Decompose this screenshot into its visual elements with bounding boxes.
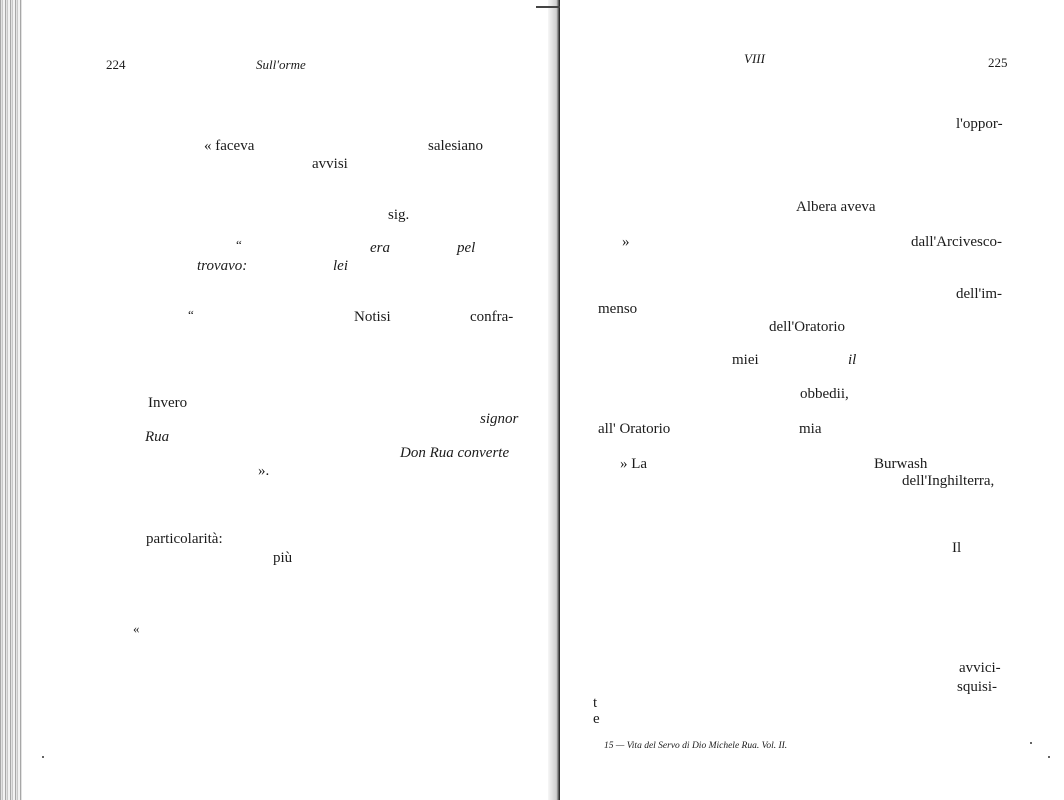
text-fragment: particolarità:	[146, 531, 223, 547]
page-number: 225	[988, 55, 1008, 70]
text-fragment: Rua	[145, 429, 170, 445]
text-fragment: salesiano	[428, 138, 483, 154]
scan-speck	[42, 756, 44, 758]
text-fragment: squisi-	[957, 679, 998, 695]
text-fragment: avvici-	[959, 660, 1001, 676]
scan-binding-edge	[0, 0, 22, 800]
text-fragment: t	[593, 695, 598, 711]
text-fragment: « faceva	[204, 138, 255, 154]
text-fragment: l'oppor-	[956, 116, 1003, 132]
text-fragment: miei	[732, 352, 759, 368]
text-fragment: dell'Inghilterra,	[902, 473, 995, 489]
text-fragment: dall'Arcivesco-	[911, 234, 1002, 250]
text-fragment: e	[593, 711, 600, 727]
text-fragment: “	[188, 307, 194, 322]
text-fragment: dell'im-	[956, 286, 1003, 302]
text-fragment: più	[273, 550, 293, 566]
text-fragment: menso	[598, 301, 638, 317]
running-head: Sull'orme	[256, 57, 306, 72]
text-fragment: lei	[333, 258, 348, 274]
text-fragment: era	[370, 240, 390, 256]
text-fragment: confra-	[470, 309, 514, 325]
text-fragment: »	[622, 234, 630, 250]
text-fragment: Invero	[148, 395, 188, 411]
text-fragment: dell'Oratorio	[769, 319, 846, 335]
text-fragment: mia	[799, 421, 822, 437]
text-fragment: pel	[457, 240, 476, 256]
text-fragment: avvisi	[312, 156, 348, 172]
text-fragment: Albera aveva	[796, 199, 876, 215]
scan-speck	[1030, 742, 1032, 744]
text-fragment: Burwash	[874, 456, 928, 472]
text-fragment: signor	[480, 411, 519, 427]
text-fragment: » La	[620, 456, 648, 472]
page-number: 224	[106, 57, 126, 72]
text-fragment: il	[848, 352, 857, 368]
running-head: VIII	[744, 51, 765, 66]
text-fragment: «	[133, 621, 140, 636]
text-fragment: Notisi	[354, 309, 391, 325]
text-fragment: Il	[952, 540, 962, 556]
text-fragment: obbedii,	[800, 386, 849, 402]
text-fragment: “	[236, 237, 242, 252]
page-footer: 15 — Vita del Servo di Dio Michele Rua. Vol. II.	[604, 741, 788, 751]
text-fragment: trovavo:	[197, 258, 248, 274]
text-fragment: Don Rua converte	[400, 445, 510, 461]
text-fragment: all' Oratorio	[598, 421, 671, 437]
text-fragment: sig.	[388, 207, 410, 223]
right-page	[560, 0, 1064, 800]
text-fragment: ».	[258, 463, 270, 479]
scan-speck	[1048, 756, 1050, 758]
